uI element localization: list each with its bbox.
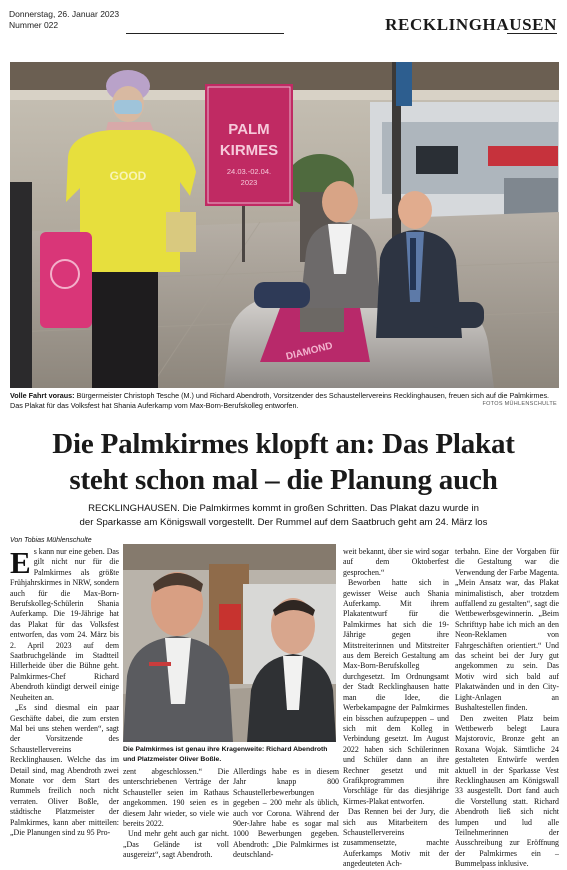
edition-number: Nummer 022 [9,20,59,30]
headline [8,426,559,498]
second-photo-caption: Die Palmkirmes ist genau ihre Kragenweite: Richard Abendroth und Platzmeister Oliver Boßle. [123,746,328,763]
subheadline-line-2: der Sparkasse am Königswall vorgestellt. Der Rummel auf dem Saatbruch geht am 24. März los [79,517,488,528]
article-paragraph: terbahn. Eine der Vorgaben für die Gestaltung war die Verwendung der Farbe Magenta. „Mein Ansatz war, das Plakat minimalistisch, aber trotzdem auffallend zu gestalten“, sagt die Wettbewerbsgewinnerin. „Beim Schrifttyp habe ich mich an den Neon-Reklamen von Fahrgeschäften orientiert.“ Und das scheint bei der Jury gut angekommen zu sein. Das Motiv wird sich bald auf Plakatwänden und in den City-Light-Anlagen an Bushaltestellen finden. [455,547,559,713]
article-paragraph: s kann nur eine geben. Das gilt nicht nur für die Palmkirmes als größte Frühjahrskirmes in NRW, sondern auch für die Max-Born-Berufskolleg-Schülerin Shania Auferkamp. Die 19-Jährige hat das Plakat für das Volksfest entworfen, das vom 24. März bis 2. April 2023 auf dem Saatbruchgelände im Stadtteil Hillerheide über die Bühne geht. Palmkirmes-Chef Richard Abendroth kündigt derweil einige Neuheiten an. [10,547,119,702]
shirt-print: GOOD [109,169,147,183]
article-paragraph: Den zweiten Platz beim Wettbewerb belegt Laura Majstorovic, Bronze geht an Roxana Wojak. Sämtliche 24 gestalteten Entwürfe werden aktuell in der Sparkasse Vest Recklinghausen am Königswall 33 ausgestellt. Dort fand auch die Vorstellung statt. Richard Abendroth ließ sich nicht lumpen und lud alle Teilnehmerinnen der Ausschreibung zur Eröffnung der Palmkirmes ein – Bummelpass inklusive. [455,713,559,869]
headline-line-1: Die Palmkirmes klopft an: Das Plakat [52,428,515,460]
sign-title-1: PALM [228,121,270,138]
section-title: RECKLINGHAUSEN [385,15,557,34]
photo-caption [10,391,558,411]
sign-year: 2023 [240,178,258,187]
edition-date: Donnerstag, 26. Januar 2023 [9,9,120,19]
caption-lead: Volle Fahrt voraus: [10,391,75,400]
main-photo [10,62,559,388]
car-logo: DIAMOND [284,340,334,363]
article-column-4 [343,547,449,869]
article-paragraph: Allerdings habe es in diesem Jahr knapp 800 Schaustellerbewerbungen gegeben – 200 mehr als üblich, auch vor Corona. Während der 90er-Jahre habe es sogar mal 1000 Bewerbungen gegeben. Abendroth: „Die Palmkirmes ist deutschland- [233,767,339,860]
article-paragraph: Und mehr geht auch gar nicht. „Das Gelände ist voll ausgereizt“, sagt Abendroth. [123,829,229,860]
article-paragraph: Beworben hatte sich in gewisser Weise auch Shania Auferkamp. Mit ihrem Plakatentwurf für die Palmkirmes hat sich die 19-Jährige gegen ihre Mitstreiterinnen und Mitstreiter aus dem Bereich Gestaltung am Max-Born-Berufskolleg durchgesetzt. Im Ordnungsamt der Stadt Recklinghausen hatte man die Idee, die Werbekampagne der Palmkirmes ein bisschen aufzupeppen – und sich mit dem Kolleg in Verbindung gesetzt. Im August 2022 haben sich Schülerinnen und Schüler dann an ihre Rechner gesetzt und mit Grafikprogrammen ihre Vorschläge für das diesjährige Kirmes-Plakat entworfen. [343,578,449,806]
header-rule-right [507,33,557,34]
article-paragraph: „Es sind diesmal ein paar Geschäfte dabei, die zum ersten Mal bei uns stehen werden“, sagt der Vorsitzende des Schaustellervereins Recklinghausen. Welche das im Detail sind, mag Abendroth zwei Monate vor dem Start des Rummels freilich noch nicht verraten. Oliver Boßle, der städtische Platzmeister der Palmkirmes, kann aber mitteilen: „Die Planungen sind zu 95 Pro- [10,703,119,837]
sign-title-2: KIRMES [219,142,279,159]
drop-cap: E [10,545,31,580]
photo-credit: FOTOS MÜHLENSCHULTE [482,401,557,407]
headline-line-2: steht schon mal – die Planung auch [69,464,498,496]
article-paragraph: Das Rennen bei der Jury, die sich aus Mitarbeitern des Schaustellervereins zusammensetzte, machte Auferkamps Motiv mit der angedeuteten Ach- [343,807,449,869]
article-paragraph: zent abgeschlossen.“ Die unterschriebenen Verträge der Schausteller seien im Rathaus angekommen. 190 seien es in diesem Jahr wieder, so viele wie bereits 2022. [123,767,229,829]
edition-meta [9,9,119,31]
subheadline [8,502,559,530]
second-photo [123,544,336,742]
caption-text: Bürgermeister Christoph Tesche (M.) und Richard Abendroth, Vorsitzender des Schaustellervereins Recklinghausen, freuen sich auf die Palmkirmes. Das Plakat für das Volksfest hat Shania Auferkamp vom Max-Born-Berufskolleg entworfen. [10,391,550,410]
article-column-3 [233,767,339,860]
article-column-5 [455,547,559,869]
sign-dates: 24.03.-02.04. [226,167,272,176]
byline: Von Tobias Mühlenschulte [10,537,92,544]
article-paragraph: weit bekannt, über sie wird sogar auf dem Oktoberfest gesprochen.“ [343,547,449,577]
header-rule-left [126,33,284,34]
article-column-1 [10,547,119,837]
article-column-2 [123,767,229,860]
subheadline-line-1: RECKLINGHAUSEN. Die Palmkirmes kommt in großen Schritten. Das Plakat dazu wurde in [88,503,479,514]
